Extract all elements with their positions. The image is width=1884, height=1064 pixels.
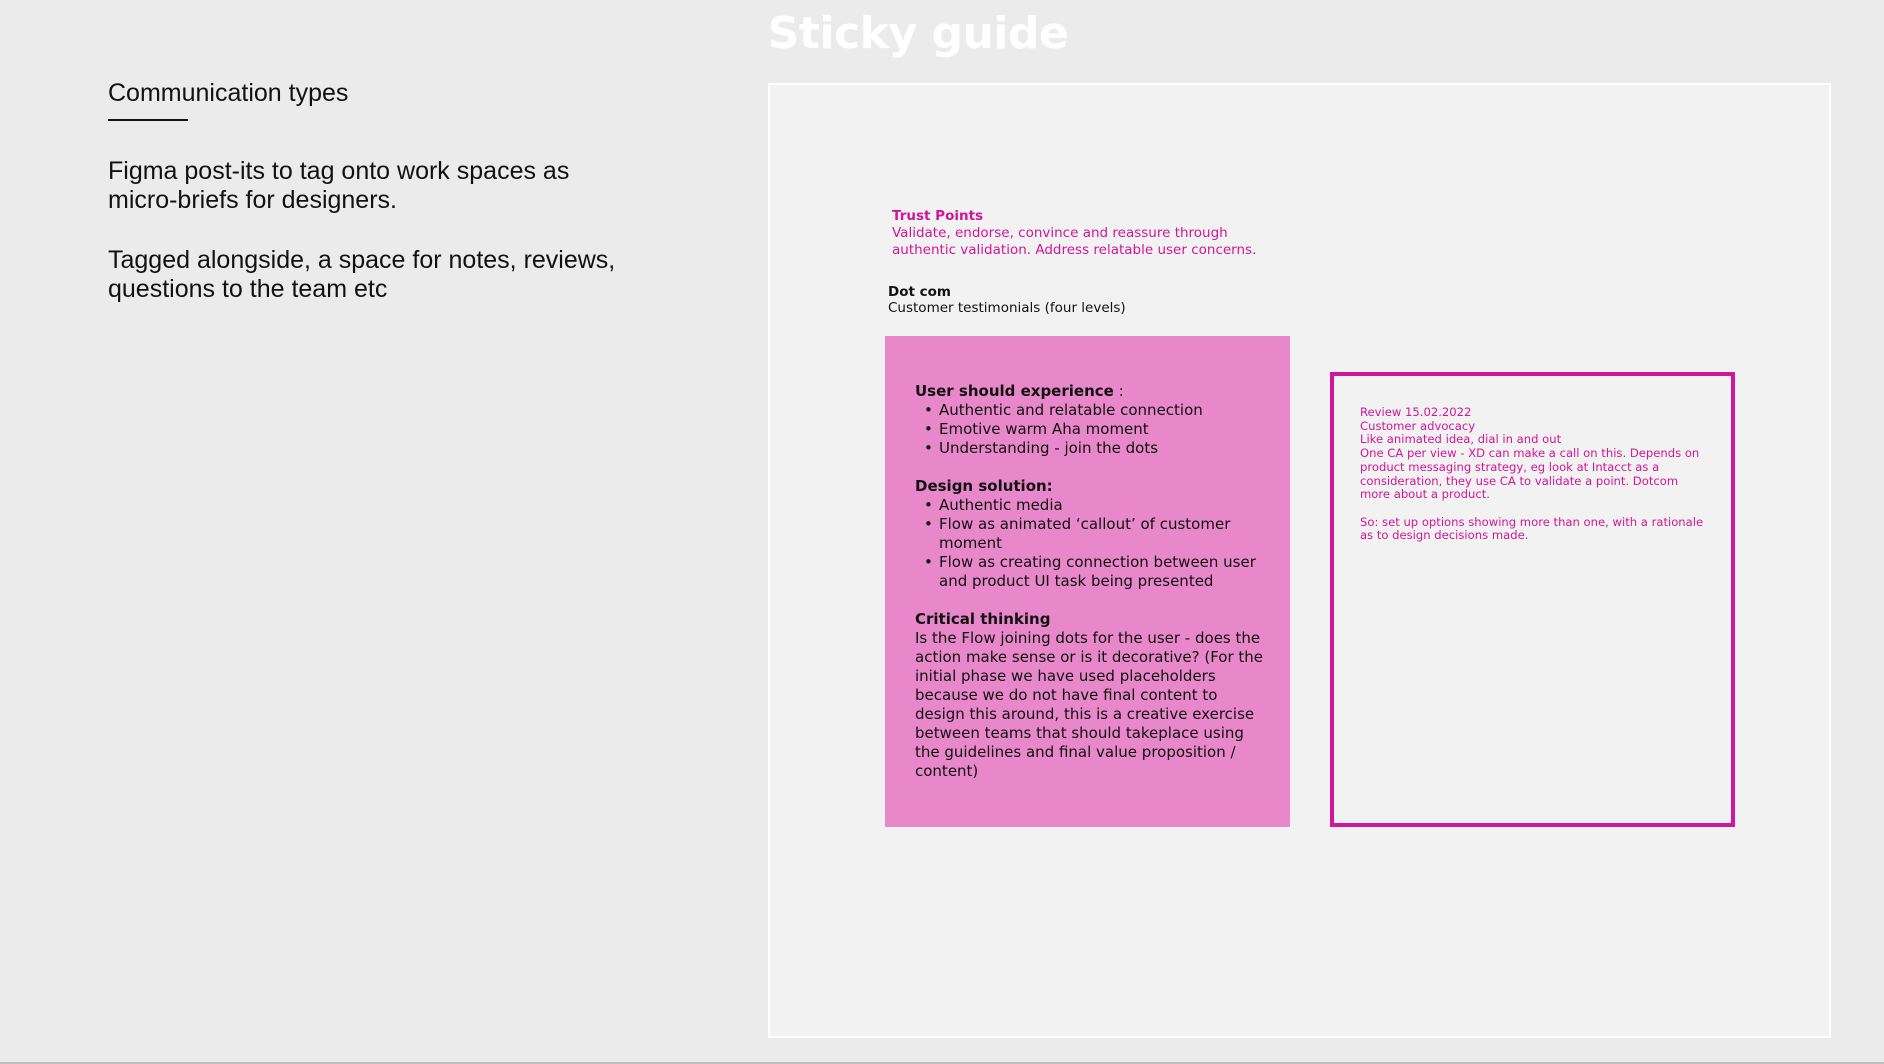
critical-title: Critical thinking [915, 610, 1051, 628]
bullet-icon: • [924, 515, 933, 533]
experience-list [915, 401, 1270, 458]
experience-item-text: Authentic and relatable connection [939, 401, 1203, 419]
experience-suffix: : [1113, 382, 1124, 400]
solution-title: Design solution: [915, 477, 1053, 495]
trust-points-title: Trust Points [892, 208, 984, 224]
review-topic: Customer advocacy [1360, 418, 1476, 433]
review-comment: Like animated idea, dial in and out [1360, 432, 1562, 447]
experience-item-text: Emotive warm Aha moment [939, 420, 1149, 438]
experience-item [915, 420, 1270, 439]
bullet-icon: • [924, 439, 933, 457]
sticky-note[interactable] [885, 336, 1290, 827]
dotcom-subtitle: Customer testimonials (four levels) [888, 300, 1126, 316]
intro-paragraph-1: Figma post-its to tag onto work spaces as micro-briefs for designers. [108, 157, 570, 214]
intro-paragraph-2: Tagged alongside, a space for notes, reviews, questions to the team etc [108, 246, 616, 303]
review-action: So: set up options showing more than one, with a rationale as to design decisions made. [1360, 514, 1704, 543]
dotcom-label[interactable] [888, 284, 1288, 316]
heading-underline [108, 119, 188, 121]
bullet-icon: • [924, 496, 933, 514]
review-detail: One CA per view - XD can make a call on this. Depends on product messaging strategy, eg look at Intacct as a consideration, they use CA to validate a point. Dotcom more about a product. [1360, 446, 1700, 502]
experience-item-text: Understanding - join the dots [939, 439, 1159, 457]
solution-item-text: Authentic media [939, 496, 1063, 514]
review-spacer [1360, 502, 1711, 516]
dotcom-title: Dot com [888, 284, 951, 300]
trust-points-note[interactable] [892, 208, 1292, 259]
solution-item [915, 553, 1270, 591]
review-date: Review 15.02.2022 [1360, 405, 1472, 419]
solution-item-text: Flow as animated ‘callout’ of customer moment [939, 515, 1231, 552]
critical-body: Is the Flow joining dots for the user - does the action make sense or is it decorative? (For the initial phase we have used placeholders because we do not have final content to design this around, this is a creative exercise between teams that should takeplace using the guidelines and final value proposition / content) [915, 629, 1264, 780]
solution-item [915, 515, 1270, 553]
experience-title: User should experience [915, 382, 1114, 400]
solution-item-text: Flow as creating connection between user and product UI task being presented [939, 553, 1256, 590]
solution-list [915, 496, 1270, 591]
page-title: Sticky guide [767, 8, 1069, 59]
experience-heading [915, 382, 1270, 401]
experience-item [915, 439, 1270, 458]
bullet-icon: • [924, 420, 933, 438]
section-heading: Communication types [108, 79, 349, 107]
solution-item [915, 496, 1270, 515]
bullet-icon: • [924, 553, 933, 571]
experience-item [915, 401, 1270, 420]
review-note[interactable] [1330, 372, 1735, 827]
bullet-icon: • [924, 401, 933, 419]
trust-points-body: Validate, endorse, convince and reassure through authentic validation. Address relatable user concerns. [892, 225, 1257, 258]
